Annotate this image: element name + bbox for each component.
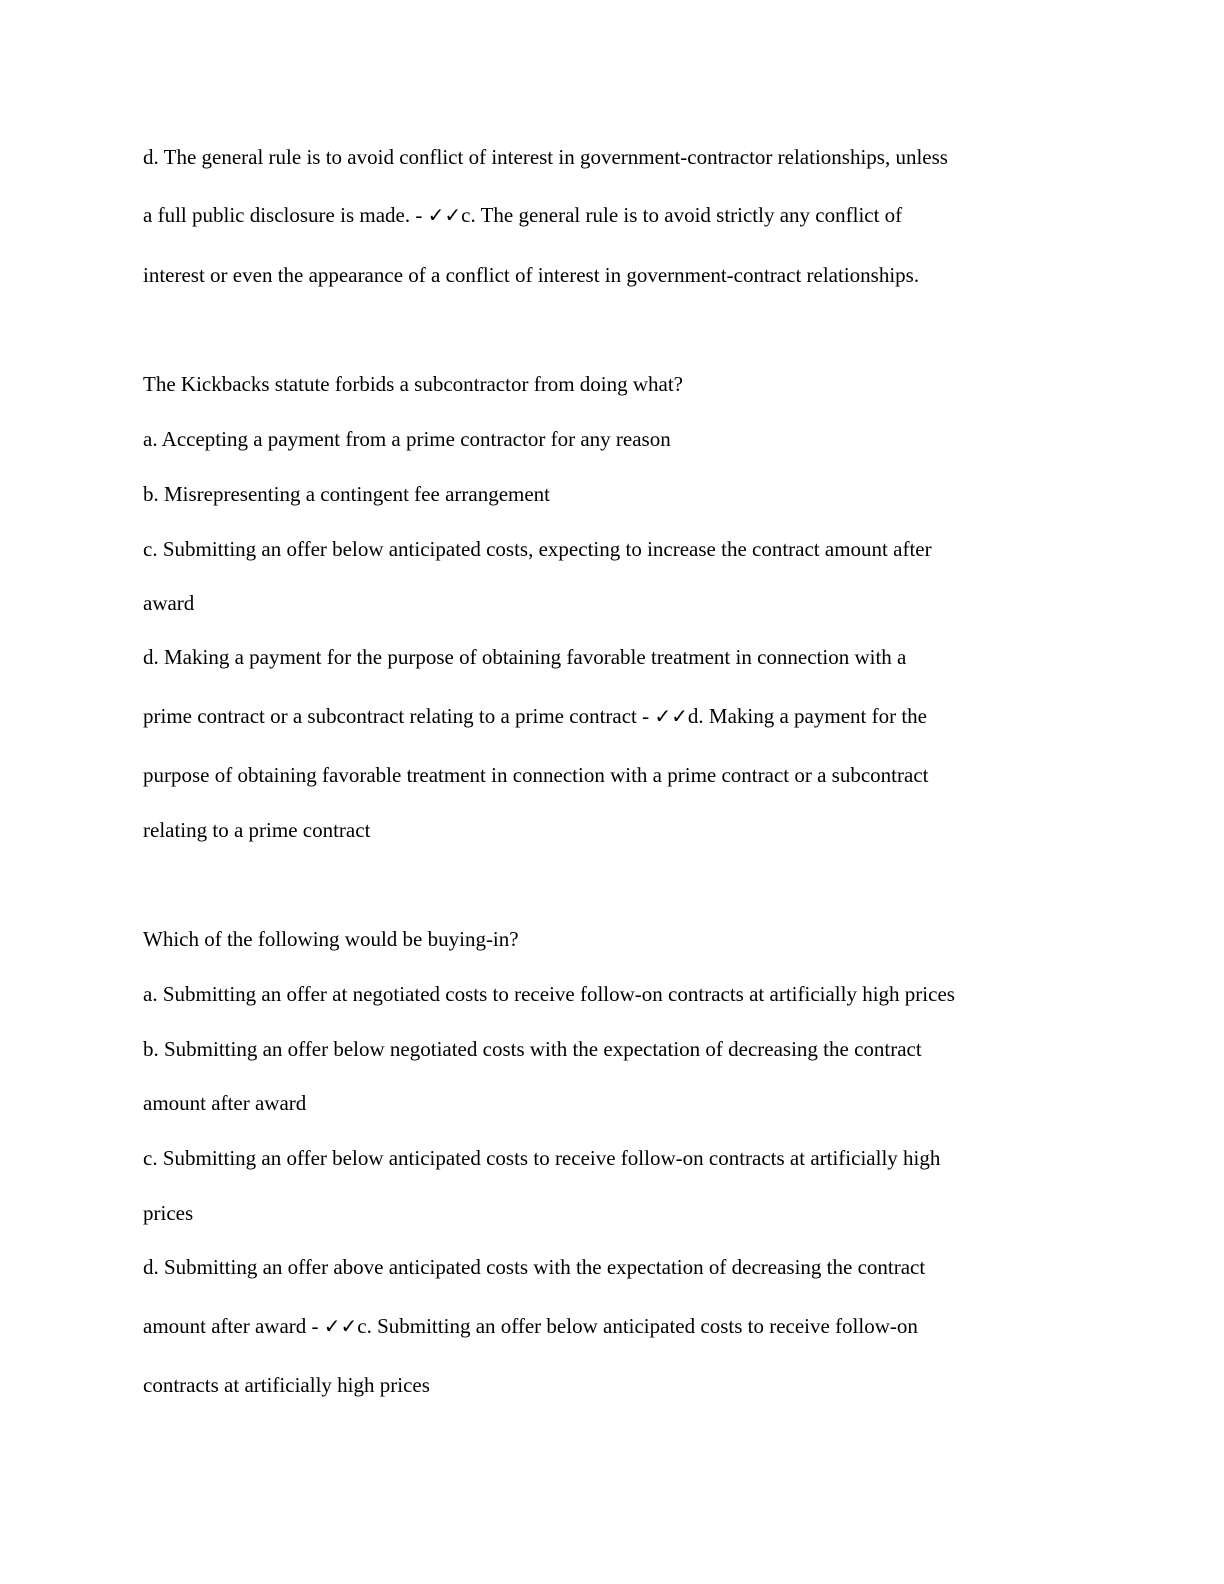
question-option-a: a. Submitting an offer at negotiated costs to receive follow-on contracts at artificially high prices	[143, 982, 955, 1006]
question-option-c-continuation: prices	[143, 1201, 194, 1225]
check-mark-icon: ✓✓	[654, 704, 688, 728]
question-option-d-continuation	[143, 1313, 918, 1339]
question-option-d-continuation	[143, 703, 927, 729]
correct-answer-continuation: interest or even the appearance of a conflict of interest in government-contract relationships.	[143, 263, 920, 287]
question-prompt: The Kickbacks statute forbids a subcontractor from doing what?	[143, 372, 684, 396]
correct-answer-text: d. Making a payment for the	[687, 704, 927, 728]
correct-answer-continuation: relating to a prime contract	[143, 818, 371, 842]
question-option-c-continuation: award	[143, 591, 195, 615]
question-option-d-text-end: prime contract or a subcontract relating to a prime contract -	[143, 704, 655, 728]
question-option-c: c. Submitting an offer below anticipated costs to receive follow-on contracts at artificially high	[143, 1146, 941, 1170]
correct-answer-continuation: contracts at artificially high prices	[143, 1373, 430, 1397]
question-option-b-continuation: amount after award	[143, 1091, 307, 1115]
question-option-d: d. Submitting an offer above anticipated costs with the expectation of decreasing the contract	[143, 1255, 926, 1279]
question-option-d-text-end: amount after award -	[143, 1314, 324, 1338]
question-prompt: Which of the following would be buying-in?	[143, 927, 519, 951]
answer-option-d-text: d. The general rule is to avoid conflict of interest in government-contractor relationships, unless	[143, 145, 948, 169]
correct-answer-text: c. Submitting an offer below anticipated costs to receive follow-on	[357, 1314, 918, 1338]
correct-answer-continuation: purpose of obtaining favorable treatment in connection with a prime contract or a subcontract	[143, 763, 929, 787]
question-option-d: d. Making a payment for the purpose of obtaining favorable treatment in connection with a	[143, 645, 907, 669]
question-option-c: c. Submitting an offer below anticipated costs, expecting to increase the contract amount after	[143, 537, 932, 561]
question-option-b: b. Submitting an offer below negotiated costs with the expectation of decreasing the contract	[143, 1037, 922, 1061]
answer-option-d-text-end: a full public disclosure is made. -	[143, 203, 428, 227]
check-mark-icon: ✓✓	[427, 203, 462, 227]
question-option-b: b. Misrepresenting a contingent fee arrangement	[143, 482, 551, 506]
correct-answer-text: c. The general rule is to avoid strictly any conflict of	[461, 203, 903, 227]
answer-option-d-continuation	[143, 202, 902, 228]
check-mark-icon: ✓✓	[323, 1314, 358, 1338]
question-option-a: a. Accepting a payment from a prime contractor for any reason	[143, 427, 671, 451]
